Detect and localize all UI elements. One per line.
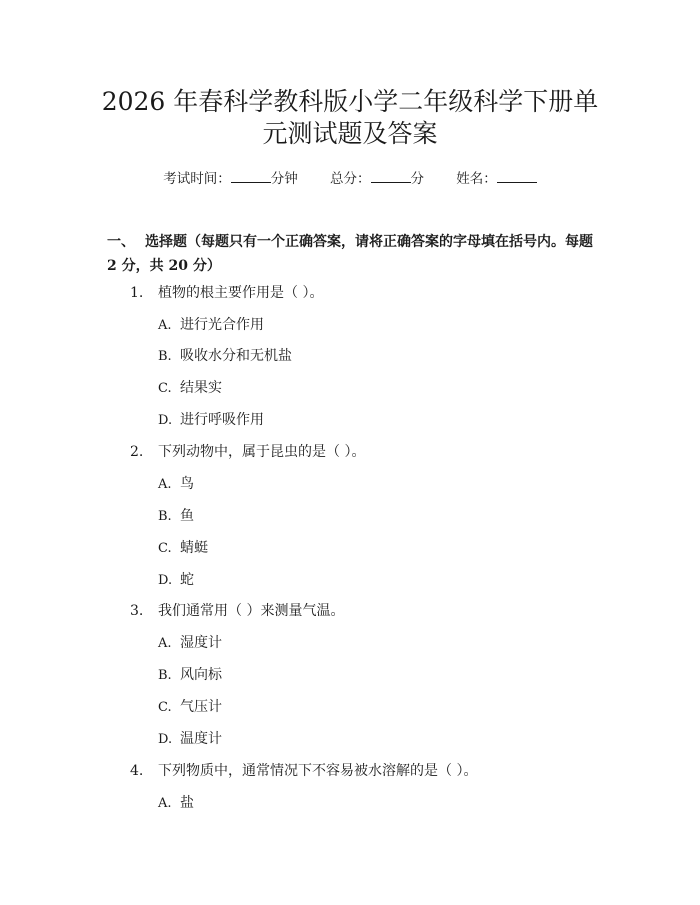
option-letter: C.	[158, 700, 172, 715]
question-4	[130, 761, 477, 781]
option-text: 结果实	[180, 380, 222, 396]
option-text: 吸收水分和无机盐	[180, 348, 292, 364]
option-letter: D.	[158, 573, 173, 588]
option-letter: A.	[158, 477, 172, 492]
question-1-option-c	[158, 378, 222, 399]
exam-time-label: 考试时间：	[163, 171, 231, 187]
option-text: 气压计	[180, 699, 222, 715]
option-letter: C.	[158, 541, 172, 556]
option-letter: D.	[158, 413, 173, 428]
question-text: 植物的根主要作用是（ ）。	[158, 285, 324, 301]
exam-score-label: 总分：	[330, 171, 371, 187]
question-2	[130, 442, 365, 462]
option-text: 进行光合作用	[180, 317, 264, 333]
option-text: 蛇	[180, 572, 194, 588]
question-number: 2.	[130, 444, 144, 460]
question-1-option-d	[158, 410, 264, 431]
option-text: 湿度计	[180, 635, 222, 651]
exam-name	[456, 168, 537, 189]
exam-score-unit: 分	[410, 171, 424, 187]
option-text: 蜻蜓	[180, 540, 208, 556]
question-1	[130, 283, 323, 303]
option-text: 风向标	[180, 667, 222, 683]
question-number: 3.	[130, 603, 144, 619]
option-text: 温度计	[180, 731, 222, 747]
question-number: 1.	[130, 285, 144, 301]
option-letter: C.	[158, 381, 172, 396]
section-heading-text: 选择题（每题只有一个正确答案，请将正确答案的字母填在括号内。每题 2 分，共 20 分）	[107, 234, 593, 274]
option-letter: D.	[158, 732, 173, 747]
question-1-option-b	[158, 346, 292, 367]
exam-time	[163, 168, 298, 189]
exam-name-blank	[497, 168, 537, 183]
exam-time-blank	[231, 168, 271, 183]
option-letter: B.	[158, 509, 172, 524]
option-text: 鸟	[180, 476, 194, 492]
question-1-option-a	[158, 315, 264, 336]
question-2-option-b	[158, 506, 194, 527]
exam-time-unit: 分钟	[270, 171, 298, 187]
page-title-line-2: 元测试题及答案	[262, 119, 438, 148]
section-number: 一、	[107, 234, 135, 250]
option-letter: A.	[158, 318, 172, 333]
exam-name-label: 姓名：	[456, 171, 497, 187]
question-3-option-c	[158, 697, 222, 718]
question-number: 4.	[130, 763, 144, 779]
question-text: 下列物质中，通常情况下不容易被水溶解的是（ ）。	[158, 763, 478, 779]
question-3-option-b	[158, 665, 222, 686]
option-letter: A.	[158, 796, 172, 811]
option-letter: B.	[158, 668, 172, 683]
exam-meta	[0, 168, 700, 189]
question-2-option-c	[158, 538, 208, 559]
exam-score	[330, 168, 424, 189]
question-3-option-a	[158, 633, 222, 654]
exam-score-blank	[371, 168, 411, 183]
question-text: 我们通常用（ ）来测量气温。	[158, 603, 345, 619]
question-3-option-d	[158, 729, 222, 750]
question-2-option-d	[158, 570, 194, 591]
page-title-line-1: 2026 年春科学教科版小学二年级科学下册单	[101, 87, 599, 116]
option-text: 鱼	[180, 508, 194, 524]
question-2-option-a	[158, 474, 194, 495]
question-3	[130, 601, 344, 621]
option-letter: B.	[158, 349, 172, 364]
section-heading	[107, 230, 597, 278]
option-text: 盐	[180, 795, 194, 811]
question-text: 下列动物中，属于昆虫的是（ ）。	[158, 444, 366, 460]
option-letter: A.	[158, 636, 172, 651]
question-4-option-a	[158, 793, 194, 814]
option-text: 进行呼吸作用	[180, 412, 264, 428]
